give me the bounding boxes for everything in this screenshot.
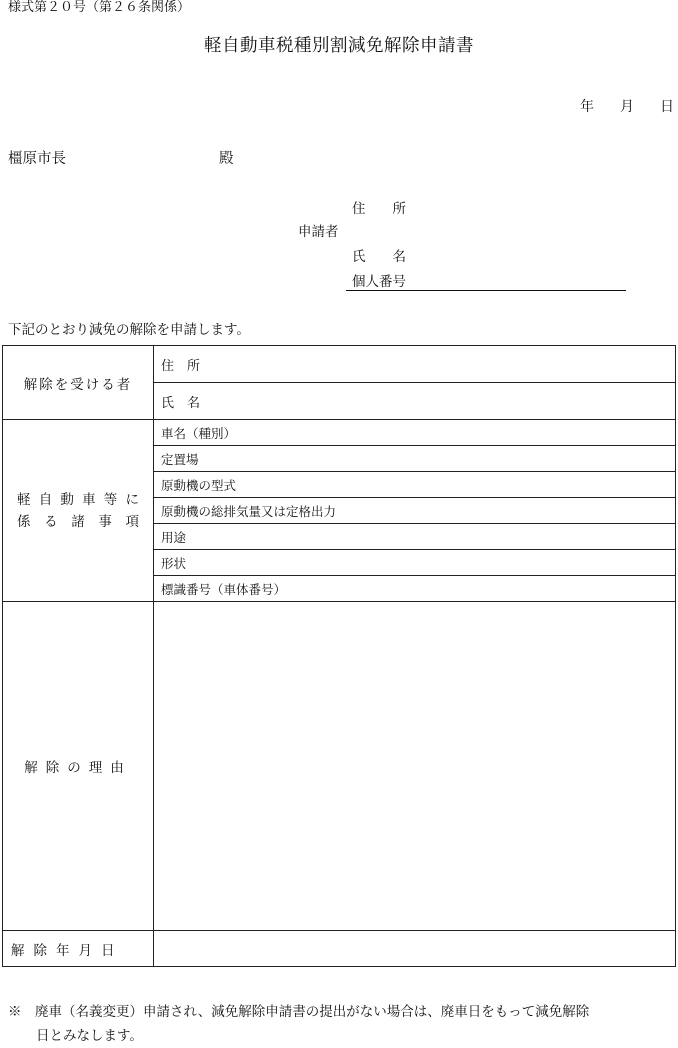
body-shape-field[interactable]: 形状: [154, 550, 676, 576]
recipient-address-field[interactable]: 住 所: [154, 346, 676, 383]
date-year-label: 年: [580, 99, 594, 115]
cancellation-date-label: 解除年月日: [3, 931, 154, 967]
applicant-address-label: 住 所: [352, 201, 406, 217]
application-date: [580, 98, 674, 116]
addressee-honorific: 殿: [219, 151, 234, 167]
my-number-underline[interactable]: [346, 290, 626, 291]
vehicle-label-line1: 軽自動車等に: [17, 491, 139, 508]
plate-number-field[interactable]: 標識番号（車体番号）: [154, 576, 676, 602]
recipient-label: 解除を受ける者: [3, 346, 154, 420]
footnote: [8, 1000, 648, 1048]
applicant-name-label: 氏 名: [352, 249, 406, 265]
application-table: [2, 345, 676, 967]
footnote-line2: 日とみなします。: [36, 1028, 143, 1044]
form-number: 様式第２０号（第２６条関係）: [8, 0, 191, 15]
applicant-label: 申請者: [298, 224, 339, 240]
addressee: 橿原市長: [8, 151, 66, 167]
vehicle-label-line2: 係る諸事項: [17, 513, 139, 530]
intro-text: 下記のとおり減免の解除を申請します。: [8, 322, 250, 338]
usage-field[interactable]: 用途: [154, 524, 676, 550]
footnote-line1: ※ 廃車（名義変更）申請され、減免解除申請書の提出がない場合は、廃車日をもって減免解除: [8, 1004, 590, 1020]
cancellation-date-field[interactable]: [154, 931, 676, 967]
engine-model-field[interactable]: 原動機の型式: [154, 472, 676, 498]
vehicle-name-field[interactable]: 車名（種別）: [154, 420, 676, 446]
reason-field[interactable]: [154, 602, 676, 931]
vehicle-label: [3, 420, 154, 602]
applicant-my-number-label: 個人番号: [352, 274, 406, 290]
date-day-label: 日: [660, 99, 674, 115]
storage-location-field[interactable]: 定置場: [154, 446, 676, 472]
engine-displacement-field[interactable]: 原動機の総排気量又は定格出力: [154, 498, 676, 524]
reason-label: 解除の理由: [3, 602, 154, 931]
document-title: 軽自動車税種別割減免解除申請書: [204, 36, 474, 56]
recipient-name-field[interactable]: 氏 名: [154, 383, 676, 420]
date-month-label: 月: [620, 99, 634, 115]
